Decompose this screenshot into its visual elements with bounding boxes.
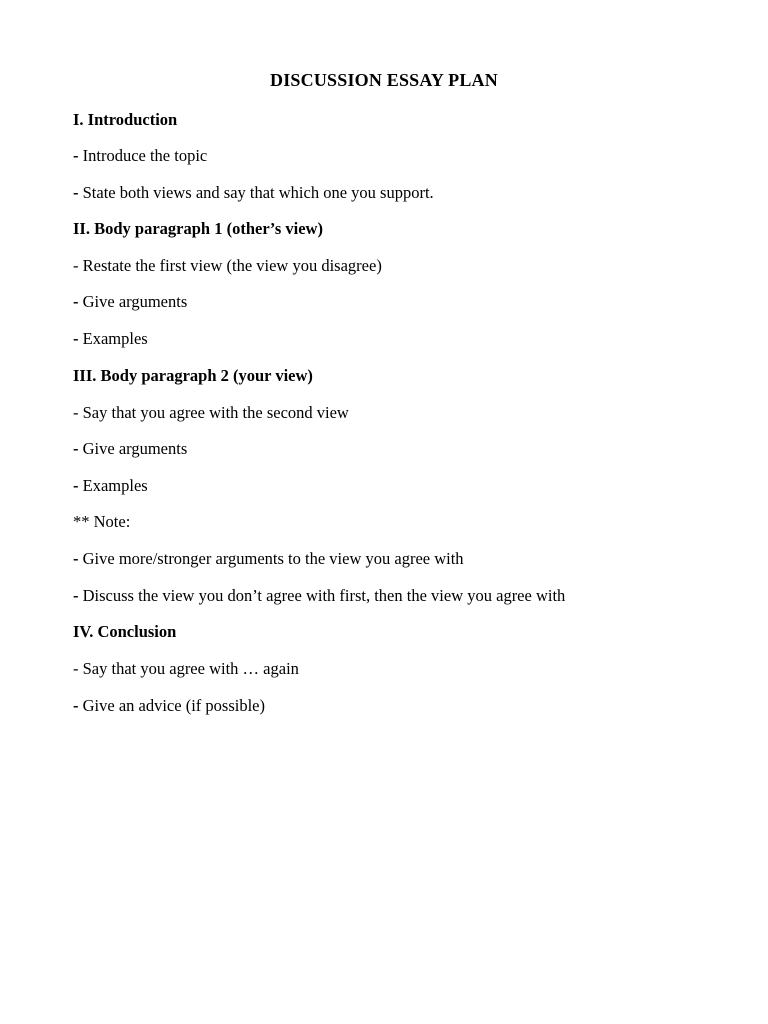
section-heading-introduction: I. Introduction xyxy=(73,110,178,129)
list-item-text: Give more/stronger arguments to the view you agree with xyxy=(82,549,464,568)
list-item xyxy=(73,255,382,277)
section-heading-body-1: II. Body paragraph 1 (other’s view) xyxy=(73,219,323,238)
list-item xyxy=(73,585,565,607)
list-item-text: Introduce the topic xyxy=(82,146,208,165)
list-item xyxy=(73,182,434,204)
page-title: DISCUSSION ESSAY PLAN xyxy=(270,70,498,90)
bullet-dash: - xyxy=(73,586,83,605)
bullet-dash: - xyxy=(73,476,83,495)
bullet-dash: - xyxy=(73,146,83,165)
list-item-text: Give arguments xyxy=(82,439,188,458)
bullet-dash: - xyxy=(73,696,83,715)
list-item-text: Say that you agree with … again xyxy=(82,659,299,678)
list-item-text: State both views and say that which one you support. xyxy=(82,183,434,202)
list-item xyxy=(73,475,148,497)
list-item-text: Examples xyxy=(82,476,148,495)
list-item-text: Discuss the view you don’t agree with first, then the view you agree with xyxy=(82,586,566,605)
bullet-dash: - xyxy=(73,549,83,568)
list-item xyxy=(73,658,299,680)
list-item xyxy=(73,438,187,460)
list-item-text: Say that you agree with the second view xyxy=(82,403,349,422)
bullet-dash: - xyxy=(73,256,83,275)
list-item xyxy=(73,145,207,167)
list-item-text: Give arguments xyxy=(82,292,188,311)
section-heading-conclusion: IV. Conclusion xyxy=(73,622,177,641)
list-item xyxy=(73,548,464,570)
note-label: ** Note: xyxy=(73,512,131,531)
list-item-text: Examples xyxy=(82,329,148,348)
list-item xyxy=(73,291,187,313)
list-item xyxy=(73,402,349,424)
list-item-text: Give an advice (if possible) xyxy=(82,696,265,715)
bullet-dash: - xyxy=(73,183,83,202)
section-heading-body-2: III. Body paragraph 2 (your view) xyxy=(73,366,313,385)
bullet-dash: - xyxy=(73,329,83,348)
list-item xyxy=(73,695,265,717)
bullet-dash: - xyxy=(73,439,83,458)
bullet-dash: - xyxy=(73,292,83,311)
bullet-dash: - xyxy=(73,403,83,422)
bullet-dash: - xyxy=(73,659,83,678)
list-item-text: Restate the first view (the view you disagree) xyxy=(82,256,382,275)
list-item xyxy=(73,328,148,350)
